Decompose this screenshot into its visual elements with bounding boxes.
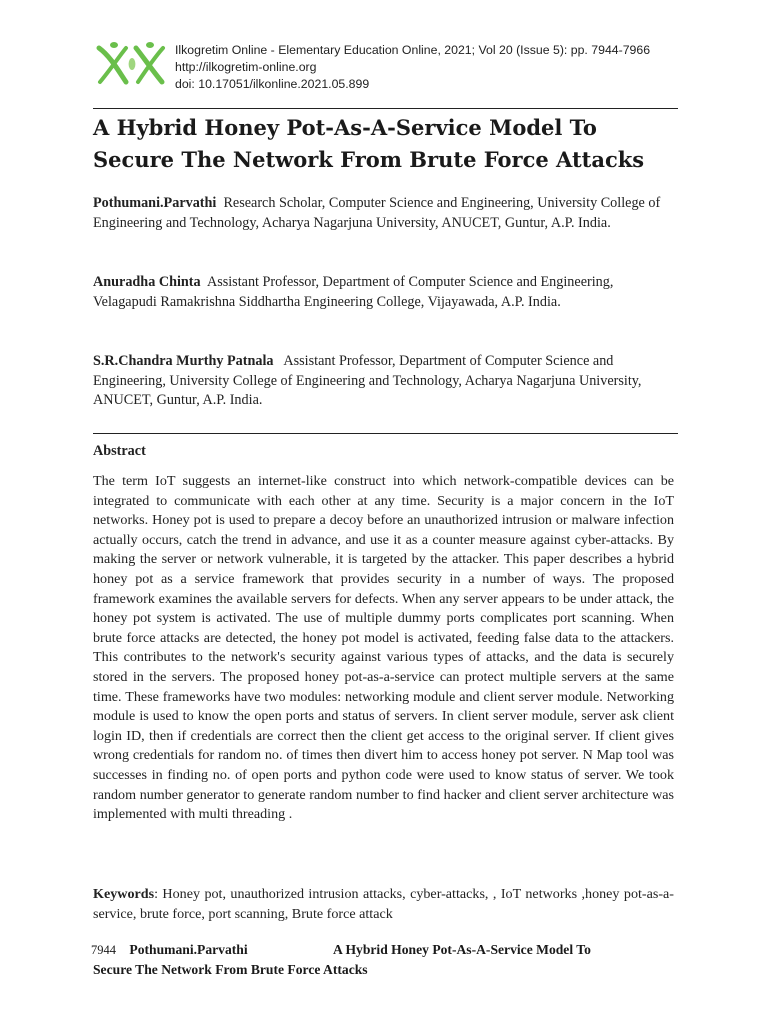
journal-doi[interactable]: doi: 10.17051/ilkonline.2021.05.899 <box>175 77 370 91</box>
title-line-2: Secure The Network From Brute Force Attacks <box>93 147 645 172</box>
keywords <box>93 885 674 924</box>
paper-title <box>93 112 683 176</box>
footer-title-line-2: Secure The Network From Brute Force Attacks <box>93 962 368 977</box>
abstract-divider <box>93 433 678 434</box>
footer-title-line-1: A Hybrid Honey Pot-As-A-Service Model To <box>333 942 591 957</box>
page-number: 7944 <box>91 943 116 957</box>
author-affiliation: Assistant Professor, Department of Computer Science and Engineering, University College of Engineering and Technology, Acharya Nagarjuna University, ANUCET, Guntur, A.P. India. <box>93 353 642 409</box>
header-divider <box>93 108 678 109</box>
abstract-text: The term IoT suggests an internet-like construct into which network-compatible devices can be integrated to communicate with each other at any time. Security is a major concern in the IoT networks. Honey pot is used to prepare a decoy before an unauthorized intrusion or malware infection actually occurs, catch the trend in advance, and use it as a counter measure against cyber-attacks. By making the server or network vulnerable, it is targeted by the attacker. This paper describes a hybrid honey pot as a service framework that provides security in a number of ways. The proposed framework examines the available servers for defects. When any server appears to be under attack, the honey pot system is activated. The use of multiple dummy ports complicates port scanning. When brute force attacks are detected, the honey pot model is activated, feeding false data to the attackers. This contributes to the network's security against various types of attacks, and the data is securely stored in the servers. The proposed honey pot-as-a-service can protect multiple servers at the same time. These frameworks have two modules: networking module and client server module. Networking module is used to know the open ports and status of servers. In client server module, server ask client login ID, then if credentials are correct then the client get access to the original server. If client gives wrong credentials for random no. of times then divert him to access honey pot server. N Map tool was successes in finding no. of open ports and python code were used to know status of server. We took random number generator to generate random number to find hacker and client server architecture was implemented with multi threading . <box>93 473 674 823</box>
author-block-3 <box>93 352 683 411</box>
title-line-1: A Hybrid Honey Pot-As-A-Service Model To <box>93 115 597 140</box>
keywords-label: Keywords <box>93 886 155 902</box>
journal-citation <box>175 42 685 93</box>
journal-line: Ilkogretim Online - Elementary Education Online, 2021; Vol 20 (Issue 5): pp. 7944-7966 <box>175 43 651 57</box>
author-block-2 <box>93 273 683 312</box>
page-footer <box>93 940 683 980</box>
author-name: S.R.Chandra Murthy Patnala <box>93 353 274 369</box>
author-affiliation-line-2: Velagapudi Ramakrishna Siddhartha Engineering College, Vijayawada, A.P. India. <box>93 293 561 310</box>
ilkogretim-online-logo-icon <box>96 40 168 86</box>
keywords-text: : Honey pot, unauthorized intrusion attacks, cyber-attacks, , IoT networks ,honey pot-as-a-service, brute force, port scanning, Brute force attack <box>93 886 674 922</box>
footer-author: Pothumani.Parvathi <box>129 942 248 957</box>
author-name: Anuradha Chinta <box>93 274 201 290</box>
journal-url[interactable]: http://ilkogretim-online.org <box>175 60 317 74</box>
author-affiliation: Research Scholar, Computer Science and Engineering, University College of Engineering and Technology, Acharya Nagarjuna University, ANUCET, Guntur, A.P. India. <box>93 195 661 231</box>
abstract-heading: Abstract <box>93 443 146 459</box>
journal-header <box>96 38 680 98</box>
author-affiliation: Assistant Professor, Department of Computer Science and Engineering, <box>206 274 614 290</box>
author-name: Pothumani.Parvathi <box>93 195 217 211</box>
author-block-1 <box>93 194 683 233</box>
